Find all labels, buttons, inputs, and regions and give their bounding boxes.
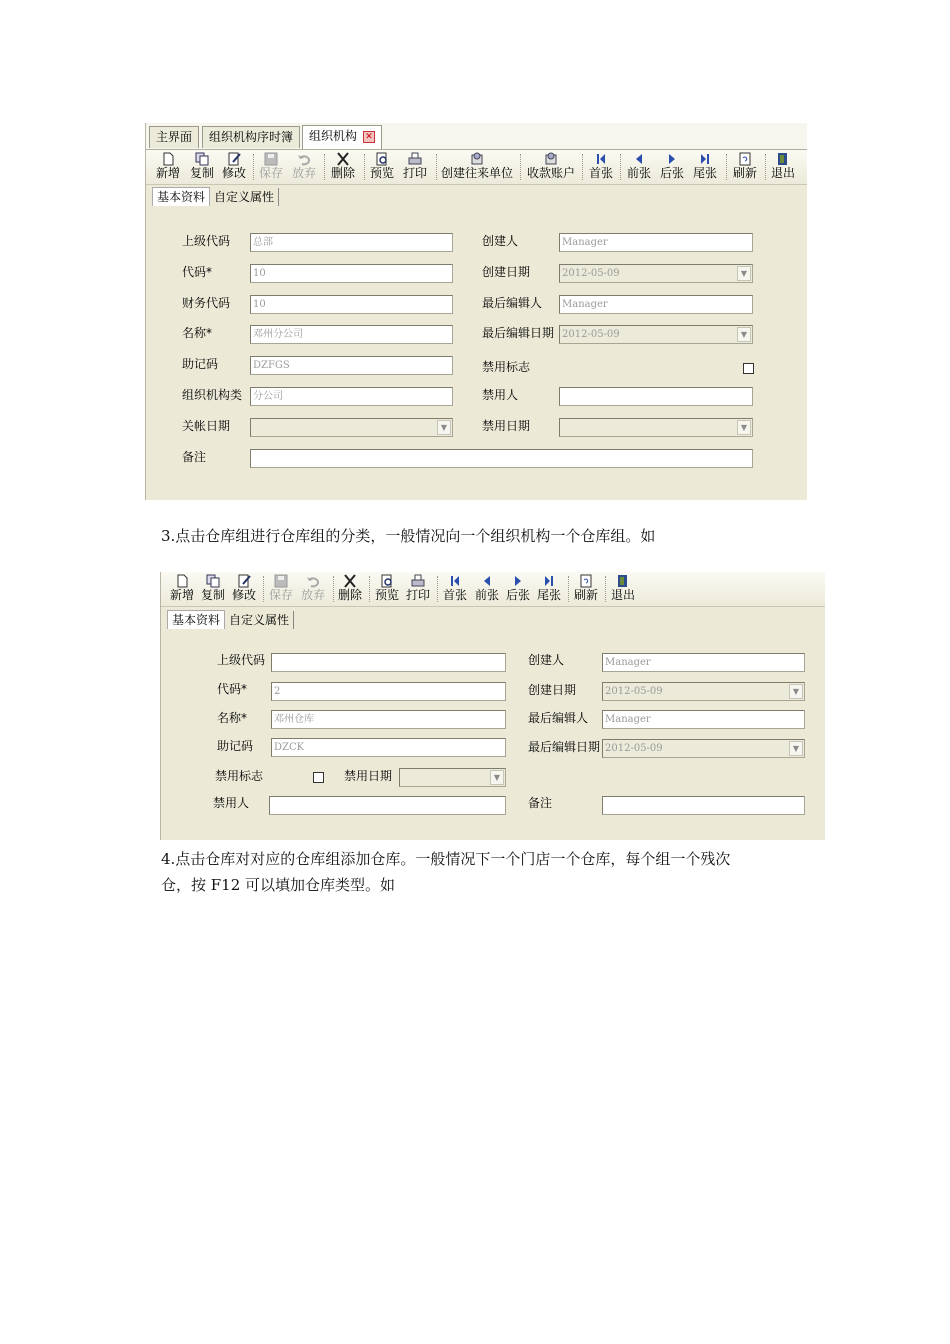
exit-icon: [775, 152, 791, 166]
org-type-label: 组织机构类: [182, 388, 243, 402]
parent-code-input[interactable]: 总部: [250, 233, 453, 252]
close-icon[interactable]: ✕: [363, 131, 375, 143]
disabled-by-label: 禁用人: [213, 796, 250, 810]
edit-label: 修改: [231, 588, 256, 602]
save-icon: [263, 152, 279, 166]
close-date-combo[interactable]: [250, 418, 453, 437]
disabled-by-input[interactable]: [559, 387, 753, 406]
exit-label: 退出: [610, 588, 635, 602]
parent-code-label: 上级代码: [217, 653, 266, 667]
chevron-down-icon[interactable]: ▼: [737, 420, 751, 435]
partner-icon: [469, 152, 485, 166]
exit-label: 退出: [770, 166, 795, 180]
last-edit-date-value: 2012-05-09: [605, 743, 663, 754]
undo-button[interactable]: [299, 573, 327, 605]
disabled-by-input[interactable]: [269, 796, 506, 815]
remark-label: 备注: [182, 450, 207, 464]
toolbar-separator: [324, 154, 326, 180]
print-icon: [407, 152, 423, 166]
first-button[interactable]: [441, 573, 469, 605]
name-input[interactable]: 邓州仓库: [271, 710, 506, 729]
refresh-button[interactable]: [731, 151, 759, 183]
prev-label: 前张: [474, 588, 499, 602]
last-button[interactable]: [535, 573, 563, 605]
print-label: 打印: [405, 588, 430, 602]
chevron-down-icon[interactable]: ▼: [737, 327, 751, 342]
toolbar-separator: [605, 576, 607, 602]
first-icon: [447, 574, 463, 588]
copy-icon: [205, 574, 221, 588]
undo-label: 放弃: [300, 588, 325, 602]
save-icon: [273, 574, 289, 588]
code-label: 代码*: [217, 682, 248, 696]
next-button[interactable]: [658, 151, 686, 183]
tab-custom-attrs[interactable]: 自定义属性: [225, 611, 294, 629]
last-label: 尾张: [536, 588, 561, 602]
disabled-date-combo[interactable]: [399, 768, 506, 787]
first-label: 首张: [442, 588, 467, 602]
refresh-button[interactable]: [572, 573, 600, 605]
refresh-label: 刷新: [732, 166, 757, 180]
creator-label: 创建人: [528, 653, 565, 667]
prev-button[interactable]: [473, 573, 501, 605]
copy-label: 复制: [200, 588, 225, 602]
finance-code-input[interactable]: 10: [250, 295, 453, 314]
first-label: 首张: [588, 166, 613, 180]
exit-icon: [615, 574, 631, 588]
toolbar-separator: [437, 576, 439, 602]
toolbar: [146, 150, 807, 185]
refresh-icon: [737, 152, 753, 166]
print-label: 打印: [402, 166, 427, 180]
toolbar-separator: [568, 576, 570, 602]
name-label: 名称*: [217, 711, 248, 725]
step4-paragraph-line1: 4.点击仓库对对应的仓库组添加仓库。一般情况下一个门店一个仓库，每个组一个残次: [161, 850, 731, 868]
last-button[interactable]: [691, 151, 719, 183]
next-button[interactable]: [504, 573, 532, 605]
edit-icon: [236, 574, 252, 588]
mnemonic-label: 助记码: [217, 739, 254, 753]
create-date-label: 创建日期: [482, 265, 531, 279]
disabled-date-label: 禁用日期: [482, 419, 531, 433]
next-label: 后张: [505, 588, 530, 602]
edit-button[interactable]: [230, 573, 258, 605]
chevron-down-icon[interactable]: ▼: [789, 741, 803, 756]
toolbar-separator: [369, 576, 371, 602]
window-tabbar: [146, 123, 807, 150]
step4-paragraph-line2: 仓，按 F12 可以填加仓库类型。如: [161, 876, 396, 894]
last-editor-label: 最后编辑人: [528, 711, 589, 725]
receipt-account-button[interactable]: [526, 151, 576, 183]
org-type-input[interactable]: 分公司: [250, 387, 453, 406]
mnemonic-input[interactable]: DZFGS: [250, 356, 453, 375]
code-input[interactable]: 2: [271, 682, 506, 701]
remark-input[interactable]: [602, 796, 805, 815]
last-edit-date-label: 最后编辑日期: [528, 740, 601, 754]
name-input[interactable]: 邓州分公司: [250, 325, 453, 344]
prev-icon: [479, 574, 495, 588]
undo-icon: [305, 574, 321, 588]
next-icon: [510, 574, 526, 588]
refresh-label: 刷新: [573, 588, 598, 602]
chevron-down-icon[interactable]: ▼: [737, 266, 751, 281]
undo-button[interactable]: [290, 151, 318, 183]
disabled-flag-checkbox[interactable]: [743, 363, 754, 374]
tab-basic-info[interactable]: 基本资料: [167, 610, 225, 629]
print-icon: [410, 574, 426, 588]
parent-code-label: 上级代码: [182, 234, 231, 248]
disabled-flag-checkbox[interactable]: [313, 772, 324, 783]
create-date-combo[interactable]: [559, 264, 753, 283]
receipt-account-label: 收款账户: [526, 166, 575, 180]
create-date-value: 2012-05-09: [605, 686, 663, 697]
exit-button[interactable]: [769, 151, 797, 183]
create-date-value: 2012-05-09: [562, 268, 620, 279]
new-button[interactable]: [168, 573, 196, 605]
toolbar-separator: [520, 154, 522, 180]
code-label: 代码*: [182, 265, 213, 279]
first-button[interactable]: [587, 151, 615, 183]
toolbar-separator: [333, 576, 335, 602]
name-label: 名称*: [182, 326, 213, 340]
delete-label: 删除: [330, 166, 355, 180]
account-icon: [543, 152, 559, 166]
preview-label: 预览: [369, 166, 394, 180]
close-date-label: 关帐日期: [182, 419, 231, 433]
disabled-by-label: 禁用人: [482, 388, 519, 402]
new-label: 新增: [155, 166, 180, 180]
toolbar-separator: [620, 154, 622, 180]
preview-button[interactable]: [373, 573, 401, 605]
preview-icon: [379, 574, 395, 588]
toolbar-separator: [582, 154, 584, 180]
disabled-date-label: 禁用日期: [344, 769, 393, 783]
copy-button[interactable]: [199, 573, 227, 605]
exit-button[interactable]: [609, 573, 637, 605]
new-button[interactable]: [154, 151, 182, 183]
new-doc-icon: [174, 574, 190, 588]
creator-input[interactable]: Manager: [559, 233, 753, 252]
copy-label: 复制: [189, 166, 214, 180]
save-button[interactable]: [257, 151, 285, 183]
copy-button[interactable]: [188, 151, 216, 183]
tab-custom-attrs[interactable]: 自定义属性: [210, 188, 279, 206]
undo-label: 放弃: [291, 166, 316, 180]
disabled-flag-label: 禁用标志: [482, 360, 531, 374]
last-edit-date-combo[interactable]: [602, 739, 805, 758]
toolbar-separator: [253, 154, 255, 180]
disabled-flag-label: 禁用标志: [215, 769, 264, 783]
toolbar-separator: [765, 154, 767, 180]
new-label: 新增: [169, 588, 194, 602]
toolbar: [161, 572, 825, 607]
undo-icon: [296, 152, 312, 166]
preview-icon: [374, 152, 390, 166]
new-doc-icon: [160, 152, 176, 166]
edit-label: 修改: [221, 166, 246, 180]
print-button[interactable]: [404, 573, 432, 605]
creator-input[interactable]: Manager: [602, 653, 805, 672]
step3-paragraph: 3.点击仓库组进行仓库组的分类，一般情况向一个组织机构一个仓库组。如: [161, 527, 656, 545]
delete-label: 删除: [337, 588, 362, 602]
chevron-down-icon[interactable]: ▼: [437, 420, 451, 435]
last-editor-input[interactable]: Manager: [559, 295, 753, 314]
disabled-date-combo[interactable]: [559, 418, 753, 437]
remark-label: 备注: [528, 796, 553, 810]
tab-main[interactable]: 主界面: [149, 126, 199, 148]
org-form-screenshot: [145, 123, 807, 500]
delete-button[interactable]: [329, 151, 357, 183]
mnemonic-label: 助记码: [182, 357, 219, 371]
delete-button[interactable]: [336, 573, 364, 605]
preview-label: 预览: [374, 588, 399, 602]
create-partner-button[interactable]: [441, 151, 513, 183]
last-editor-input[interactable]: Manager: [602, 710, 805, 729]
creator-label: 创建人: [482, 234, 519, 248]
delete-icon: [335, 152, 351, 166]
edit-button[interactable]: [220, 151, 248, 183]
tab-org-label: 组织机构: [309, 129, 358, 143]
remark-input[interactable]: [250, 449, 753, 468]
preview-button[interactable]: [368, 151, 396, 183]
edit-icon: [226, 152, 242, 166]
create-date-label: 创建日期: [528, 683, 577, 697]
subtab-bar: [167, 610, 294, 628]
toolbar-separator: [436, 154, 438, 180]
tab-basic-info[interactable]: 基本资料: [152, 187, 210, 206]
last-edit-date-label: 最后编辑日期: [482, 326, 555, 340]
toolbar-separator: [263, 576, 265, 602]
delete-icon: [342, 574, 358, 588]
create-date-combo[interactable]: [602, 682, 805, 701]
first-icon: [593, 152, 609, 166]
prev-label: 前张: [626, 166, 651, 180]
mnemonic-input[interactable]: DZCK: [271, 738, 506, 757]
last-editor-label: 最后编辑人: [482, 296, 543, 310]
toolbar-separator: [364, 154, 366, 180]
save-label: 保存: [268, 588, 293, 602]
next-label: 后张: [659, 166, 684, 180]
copy-icon: [194, 152, 210, 166]
save-label: 保存: [258, 166, 283, 180]
prev-icon: [631, 152, 647, 166]
print-button[interactable]: [401, 151, 429, 183]
prev-button[interactable]: [625, 151, 653, 183]
refresh-icon: [578, 574, 594, 588]
save-button[interactable]: [267, 573, 295, 605]
chevron-down-icon[interactable]: ▼: [490, 770, 504, 785]
warehouse-group-form-screenshot: [160, 572, 825, 840]
chevron-down-icon[interactable]: ▼: [789, 684, 803, 699]
last-icon: [697, 152, 713, 166]
last-edit-date-value: 2012-05-09: [562, 329, 620, 340]
code-input[interactable]: 10: [250, 264, 453, 283]
last-label: 尾张: [692, 166, 717, 180]
last-icon: [541, 574, 557, 588]
tab-org[interactable]: [302, 125, 382, 149]
tab-org-list[interactable]: 组织机构序时簿: [202, 126, 300, 148]
toolbar-separator: [726, 154, 728, 180]
subtab-bar: [152, 187, 279, 205]
create-partner-label: 创建往来单位: [441, 166, 514, 180]
finance-code-label: 财务代码: [182, 296, 231, 310]
parent-code-input[interactable]: [271, 653, 506, 672]
next-icon: [664, 152, 680, 166]
last-edit-date-combo[interactable]: [559, 325, 753, 344]
